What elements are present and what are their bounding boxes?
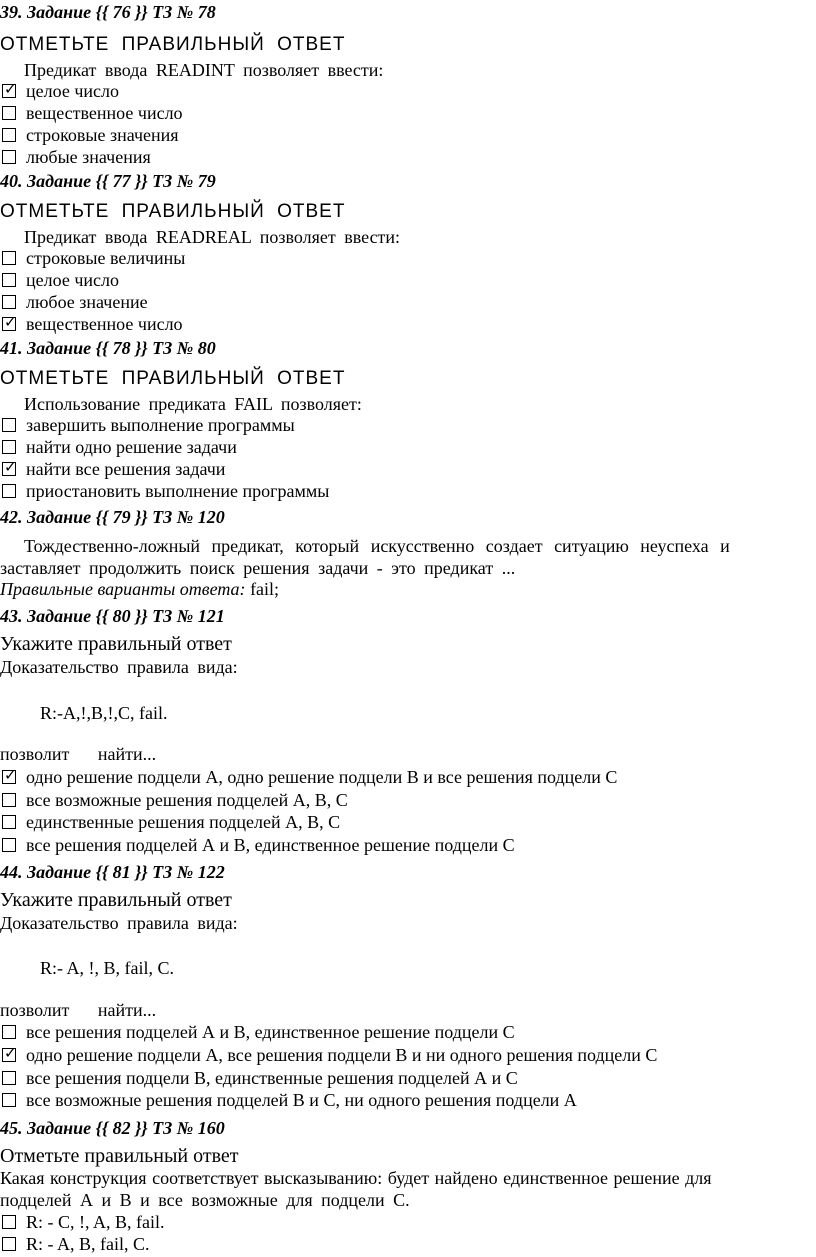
option-label: одно решение подцели А, одно решение подцели В и все решения подцели С (26, 767, 618, 787)
task-45-option-2[interactable] (0, 1233, 150, 1255)
task-43-title: 43. Задание {{ 80 }} ТЗ № 121 (0, 606, 225, 626)
task-41-option-1[interactable] (0, 414, 295, 436)
option-label: найти одно решение задачи (26, 437, 237, 457)
task-40-title: 40. Задание {{ 77 }} ТЗ № 79 (0, 171, 216, 191)
task-45-option-1[interactable] (0, 1211, 165, 1233)
option-label: вещественное число (26, 103, 183, 123)
task-39-option-3[interactable] (0, 124, 179, 146)
checkbox-icon[interactable] (2, 815, 16, 829)
task-40-option-4[interactable] (0, 313, 183, 335)
task-41-option-2[interactable] (0, 436, 237, 458)
checkbox-icon[interactable] (2, 106, 16, 120)
checkbox-icon[interactable] (2, 1215, 16, 1229)
task-40-option-2[interactable] (0, 269, 119, 291)
task-43-rule: R:-A,!,B,!,C, fail. (40, 703, 168, 723)
task-39-option-4[interactable] (0, 146, 151, 168)
task-42-answer (0, 578, 279, 600)
checkbox-icon[interactable] (2, 1025, 16, 1039)
checkbox-icon[interactable] (2, 418, 16, 432)
option-label: целое число (26, 270, 119, 290)
option-label: найти все решения задачи (26, 459, 226, 479)
task-42-question-line-1: Тождественно-ложный предикат, который искусственно создает ситуацию неуспеха и (24, 536, 730, 556)
task-41-title: 41. Задание {{ 78 }} ТЗ № 80 (0, 338, 216, 358)
task-44-instruction: Укажите правильный ответ (0, 889, 232, 911)
task-44-question: Доказательство правила вида: (0, 913, 238, 933)
checked-checkbox-icon[interactable] (2, 84, 16, 98)
checked-checkbox-icon[interactable] (2, 317, 16, 331)
option-label: все решения подцелей А и В, единственное решение подцели С (26, 1022, 515, 1042)
task-45-question-line-1: Какая конструкция соответствует высказыванию: будет найдено единственное решение для (0, 1168, 712, 1188)
task-45-question-line-2: подцелей А и В и все возможные для подцели С. (0, 1190, 410, 1210)
task-41-instruction: ОТМЕТЬТЕ ПРАВИЛЬНЫЙ ОТВЕТ (0, 368, 346, 389)
task-41-option-4[interactable] (0, 480, 329, 502)
option-label: любые значения (26, 147, 151, 167)
task-39-option-1[interactable] (0, 80, 119, 102)
checkbox-icon[interactable] (2, 273, 16, 287)
task-40-question: Предикат ввода READREAL позволяет ввести: (24, 227, 401, 247)
task-44-rule: R:- A, !, B, fail, C. (40, 958, 174, 978)
task-43-option-3[interactable] (0, 811, 340, 833)
checked-checkbox-icon[interactable] (2, 462, 16, 476)
answer-label: Правильные варианты ответа: (0, 579, 246, 599)
task-43-question: Доказательство правила вида: (0, 657, 238, 677)
task-45-title: 45. Задание {{ 82 }} ТЗ № 160 (0, 1118, 225, 1138)
task-41-question: Использование предиката FAIL позволяет: (24, 394, 362, 414)
checkbox-icon[interactable] (2, 1093, 16, 1107)
option-label: вещественное число (26, 314, 183, 334)
answer-value: fail; (250, 579, 280, 599)
checkbox-icon[interactable] (2, 1071, 16, 1085)
task-40-option-1[interactable] (0, 247, 185, 269)
task-44-option-2[interactable] (0, 1044, 657, 1066)
task-43-option-2[interactable] (0, 789, 348, 811)
task-39-question: Предикат ввода READINT позволяет ввести: (24, 60, 384, 80)
checked-checkbox-icon[interactable] (2, 1048, 16, 1062)
option-label: все возможные решения подцелей А, В, С (26, 790, 348, 810)
task-40-option-3[interactable] (0, 291, 148, 313)
checkbox-icon[interactable] (2, 484, 16, 498)
option-label: приостановить выполнение программы (26, 481, 330, 501)
option-label: все возможные решения подцелей В и С, ни одного решения подцели А (26, 1090, 577, 1110)
task-41-option-3[interactable] (0, 458, 225, 480)
task-39-option-2[interactable] (0, 102, 183, 124)
task-44-title: 44. Задание {{ 81 }} ТЗ № 122 (0, 862, 225, 882)
task-43-instruction: Укажите правильный ответ (0, 633, 232, 655)
checkbox-icon[interactable] (2, 793, 16, 807)
option-label: R: - C, !, A, B, fail. (26, 1212, 165, 1232)
checkbox-icon[interactable] (2, 251, 16, 265)
task-45-instruction: Отметьте правильный ответ (0, 1145, 239, 1167)
checkbox-icon[interactable] (2, 838, 16, 852)
checkbox-icon[interactable] (2, 295, 16, 309)
task-42-title: 42. Задание {{ 79 }} ТЗ № 120 (0, 507, 225, 527)
task-44-option-1[interactable] (0, 1021, 515, 1043)
option-label: одно решение подцели А, все решения подцели В и ни одного решения подцели С (26, 1045, 658, 1065)
task-44-option-4[interactable] (0, 1089, 577, 1111)
checked-checkbox-icon[interactable] (2, 770, 16, 784)
checkbox-icon[interactable] (2, 1237, 16, 1251)
task-39-instruction: ОТМЕТЬТЕ ПРАВИЛЬНЫЙ ОТВЕТ (0, 34, 346, 55)
checkbox-icon[interactable] (2, 128, 16, 142)
option-label: единственные решения подцелей А, В, С (26, 812, 341, 832)
task-43-option-1[interactable] (0, 766, 617, 788)
task-39-title: 39. Задание {{ 76 }} ТЗ № 78 (0, 2, 216, 22)
option-label: все решения подцелей А и В, единственное решение подцели С (26, 835, 515, 855)
checkbox-icon[interactable] (2, 150, 16, 164)
checkbox-icon[interactable] (2, 440, 16, 454)
option-label: завершить выполнение программы (26, 415, 295, 435)
option-label: строковые величины (26, 248, 186, 268)
option-label: R: - A, B, fail, C. (26, 1234, 150, 1254)
task-40-instruction: ОТМЕТЬТЕ ПРАВИЛЬНЫЙ ОТВЕТ (0, 201, 346, 222)
task-42-question-line-2: заставляет продолжить поиск решения задачи - это предикат ... (0, 558, 516, 578)
option-label: все решения подцели В, единственные решения подцелей А и С (26, 1068, 518, 1088)
task-43-prompt: позволит найти... (0, 744, 157, 764)
option-label: целое число (26, 81, 119, 101)
task-44-option-3[interactable] (0, 1067, 518, 1089)
task-44-prompt: позволит найти... (0, 1000, 157, 1020)
task-43-option-4[interactable] (0, 834, 515, 856)
option-label: строковые значения (26, 125, 179, 145)
option-label: любое значение (26, 292, 148, 312)
